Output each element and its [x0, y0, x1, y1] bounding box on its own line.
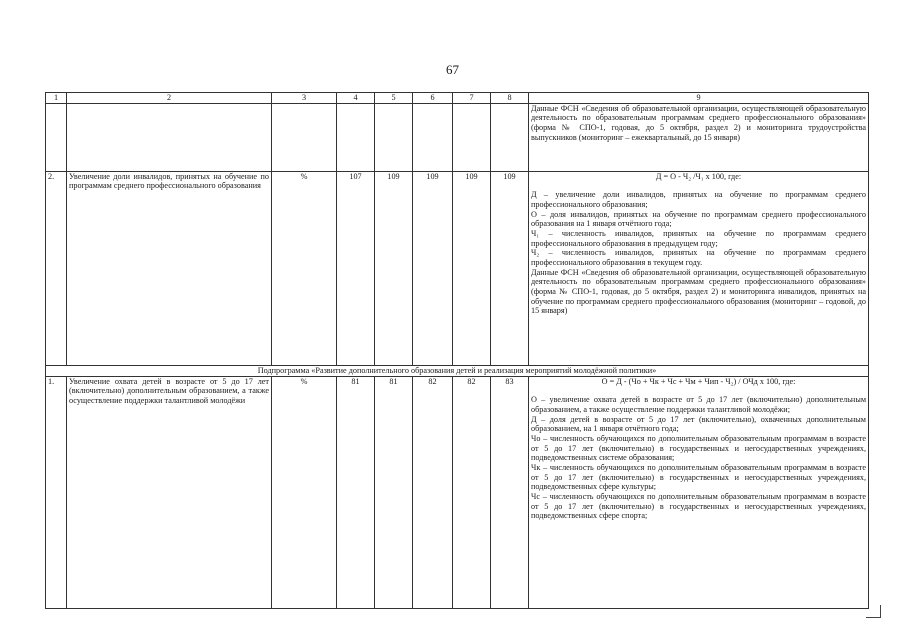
row-number: 2.: [46, 171, 67, 365]
value-cell: 109: [453, 171, 491, 365]
header-cell: 2: [67, 93, 272, 104]
data-source-text: Данные ФСН «Сведения об образовательной организации, осуществляющей образовательную деятельность по образовательным программам среднего профессионального образования» (форма № СПО-1, годовая, до 5 октября, раздел 2) и мониторинга инвалидов, принятых на обучение по программам среднего профессионального образования (мониторинг – годовой, до 15 января): [531, 267, 866, 316]
data-source-text: Данные ФСН «Сведения об образовательной организации, осуществляющей образовательную деятельность по образовательным программам среднего профессионального образования» (форма № СПО-1, годовая, до 5 октября, раздел 2) и мониторинга трудоустройства выпускников (мониторинг – ежеквартальный, до 15 января): [529, 103, 869, 171]
indicator-name: Увеличение доли инвалидов, принятых на обучение по программам среднего профессионального образования: [67, 171, 272, 365]
header-cell: 4: [337, 93, 375, 104]
value-cell: 82: [413, 376, 453, 608]
header-cell: 1: [46, 93, 67, 104]
table-row-continuation: [46, 103, 869, 171]
formula-definition: Чк – численность обучающихся по дополнительным образовательным программам в возрасте от 5 до 17 лет (включительно) в государственных и негосударственных учреждениях, подведомственных сфере культуры;: [531, 463, 866, 492]
formula: О = Д - (Чо + Чк + Чс + Чм + Чип - Ч₂) / ОЧд х 100, где:: [601, 376, 796, 386]
method-cell: [529, 376, 869, 608]
formula-definition: Ч₁ – численность инвалидов, принятых на обучение по программам среднего профессионального образования в предыдущем году;: [531, 229, 866, 248]
formula-definition: О – доля инвалидов, принятых на обучение по программам среднего профессионального образования на 1 января отчётного года;: [531, 209, 866, 229]
row-number: 1.: [46, 376, 67, 608]
formula-definition: Д – доля детей в возрасте от 5 до 17 лет (включительно), охваченных дополнительным образованием, на 1 января отчётного года;: [531, 414, 866, 434]
method-cell: [529, 171, 869, 365]
header-cell: 7: [453, 93, 491, 104]
header-cell: 3: [272, 93, 337, 104]
header-cell: 5: [375, 93, 413, 104]
table-header-row: [46, 93, 869, 104]
value-cell: 83: [491, 376, 529, 608]
page-number: 67: [446, 62, 459, 77]
header-cell: 9: [529, 93, 869, 104]
table-row-indicator-1: [46, 376, 869, 608]
value-cell: 81: [337, 376, 375, 608]
indicator-name: Увеличение охвата детей в возрасте от 5 до 17 лет (включительно) дополнительным образованием, а также осуществление поддержки талантливой молодёжи: [67, 376, 272, 608]
formula-definition: Ч₂ – численность инвалидов, принятых на обучение по программам среднего профессионального образования в текущем году.: [531, 248, 866, 268]
subprogram-title: Подпрограмма «Развитие дополнительного образования детей и реализация мероприятий молодёжной политики»: [46, 365, 869, 376]
formula-definition: Чо – численность обучающихся по дополнительным образовательным программам в возрасте от 5 до 17 лет (включительно) в государственных и негосударственных учреждениях, подведомственных системе образования;: [531, 434, 866, 463]
unit-cell: %: [272, 171, 337, 365]
value-cell: 107: [337, 171, 375, 365]
header-cell: 6: [413, 93, 453, 104]
formula-definition: Чс – численность обучающихся по дополнительным образовательным программам в возрасте от 5 до 17 лет (включительно) в государственных и негосударственных учреждениях, подведомственных сфере спорта;: [531, 492, 866, 521]
unit-cell: %: [272, 376, 337, 608]
formula-definition: Д – увеличение доли инвалидов, принятых на обучение по программам среднего профессионального образования;: [531, 190, 866, 210]
formula-definition: О – увеличение охвата детей в возрасте от 5 до 17 лет (включительно) дополнительным образованием, а также осуществление поддержки талантливой молодёжи;: [531, 395, 866, 415]
value-cell: 82: [453, 376, 491, 608]
header-cell: 8: [491, 93, 529, 104]
value-cell: 81: [375, 376, 413, 608]
subprogram-row: [46, 365, 869, 376]
table-row-indicator-2: [46, 171, 869, 365]
value-cell: 109: [491, 171, 529, 365]
indicators-table: [45, 92, 869, 609]
value-cell: 109: [375, 171, 413, 365]
value-cell: 109: [413, 171, 453, 365]
scan-corner-mark: [866, 605, 881, 618]
formula: Д = О - Ч₂ /Ч₁ х 100, где:: [655, 171, 742, 181]
